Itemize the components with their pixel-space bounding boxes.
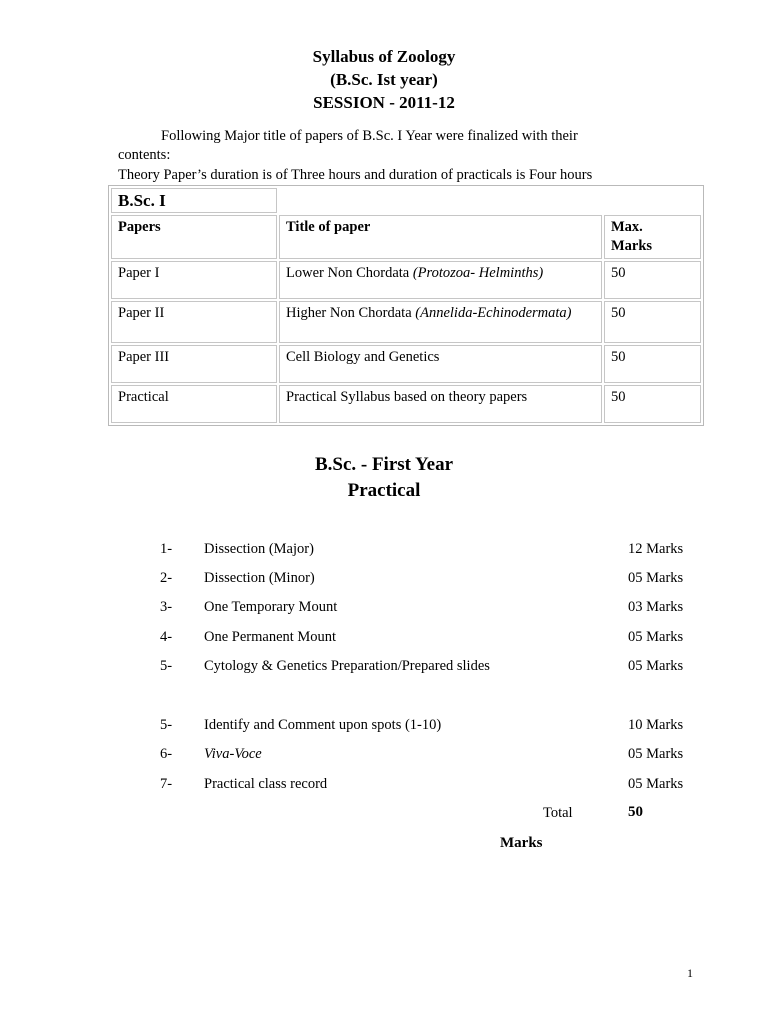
item-number: 6-	[160, 746, 173, 762]
table-row	[111, 385, 701, 423]
paper-title-text: Cell Biology and Genetics	[286, 349, 440, 365]
list-item	[0, 570, 768, 592]
item-label: Practical class record	[204, 776, 328, 792]
table-row	[111, 345, 701, 383]
intro-line-3: Theory Paper’s duration is of Three hours and duration of practicals is Four hours	[118, 167, 593, 183]
item-label: Viva-Voce	[204, 746, 262, 762]
paper-marks: 50	[604, 261, 701, 299]
paper-name: Paper I	[111, 261, 277, 299]
document-title: Syllabus of Zoology	[312, 47, 456, 66]
item-marks: 05 Marks	[628, 658, 684, 674]
item-number: 1-	[160, 541, 173, 557]
item-number: 5-	[160, 658, 173, 674]
header-title: Title of paper	[279, 215, 602, 259]
item-label: One Temporary Mount	[204, 599, 338, 615]
item-marks: 03 Marks	[628, 599, 684, 615]
list-item	[0, 776, 768, 798]
header-max-marks	[604, 215, 701, 259]
paper-name: Practical	[111, 385, 277, 423]
total-marks-label: Marks	[500, 835, 543, 851]
item-marks: 05 Marks	[628, 629, 684, 645]
paper-marks: 50	[604, 345, 701, 383]
item-marks: 10 Marks	[628, 717, 684, 733]
practical-subheading: Practical	[347, 480, 421, 501]
header-papers: Papers	[111, 215, 277, 259]
papers-table	[108, 185, 704, 426]
item-number: 5-	[160, 717, 173, 733]
paper-name: Paper III	[111, 345, 277, 383]
paper-title-text: Practical Syllabus based on theory papers	[286, 389, 528, 405]
intro-line-2: contents:	[118, 147, 171, 163]
list-item	[0, 746, 768, 768]
page-number: 1	[687, 966, 693, 980]
item-marks: 05 Marks	[628, 746, 684, 762]
list-item	[0, 541, 768, 563]
table-caption: B.Sc. I	[111, 188, 277, 213]
header-max-label: Max.	[611, 219, 643, 235]
item-number: 4-	[160, 629, 173, 645]
list-item	[0, 658, 768, 680]
document-subtitle: (B.Sc. Ist year)	[330, 70, 438, 89]
paper-title-italic: (Annelida-Echinodermata)	[415, 305, 572, 321]
item-number: 3-	[160, 599, 173, 615]
item-label: Cytology & Genetics Preparation/Prepared slides	[204, 658, 490, 674]
paper-title	[279, 261, 602, 299]
list-item	[0, 629, 768, 651]
item-marks: 12 Marks	[628, 541, 684, 557]
paper-title-text: Higher Non Chordata	[286, 305, 416, 321]
paper-marks: 50	[604, 301, 701, 343]
item-marks: 05 Marks	[628, 776, 684, 792]
table-header-row	[111, 215, 701, 259]
item-label: Dissection (Minor)	[204, 570, 315, 586]
paper-name: Paper II	[111, 301, 277, 343]
header-marks-label: Marks	[611, 238, 653, 254]
paper-title-italic: (Protozoa- Helminths)	[412, 265, 544, 281]
item-label: One Permanent Mount	[204, 629, 337, 645]
total-value: 50	[628, 804, 643, 820]
practical-heading: B.Sc. - First Year	[314, 454, 454, 475]
item-label: Dissection (Major)	[204, 541, 314, 557]
paper-title	[279, 301, 602, 343]
paper-title	[279, 385, 602, 423]
item-number: 2-	[160, 570, 173, 586]
table-caption-row	[111, 188, 701, 213]
caption-spacer	[279, 188, 701, 213]
item-label: Identify and Comment upon spots (1-10)	[204, 717, 442, 733]
intro-line-1: Following Major title of papers of B.Sc. I Year were finalized with their	[161, 128, 578, 144]
list-item	[0, 599, 768, 621]
total-label: Total	[543, 805, 573, 821]
paper-title	[279, 345, 602, 383]
session-label: SESSION - 2011-12	[313, 93, 455, 112]
table-row	[111, 261, 701, 299]
list-item	[0, 717, 768, 739]
item-number: 7-	[160, 776, 173, 792]
item-marks: 05 Marks	[628, 570, 684, 586]
paper-title-text: Lower Non Chordata	[286, 265, 413, 281]
table-row	[111, 301, 701, 343]
paper-marks: 50	[604, 385, 701, 423]
